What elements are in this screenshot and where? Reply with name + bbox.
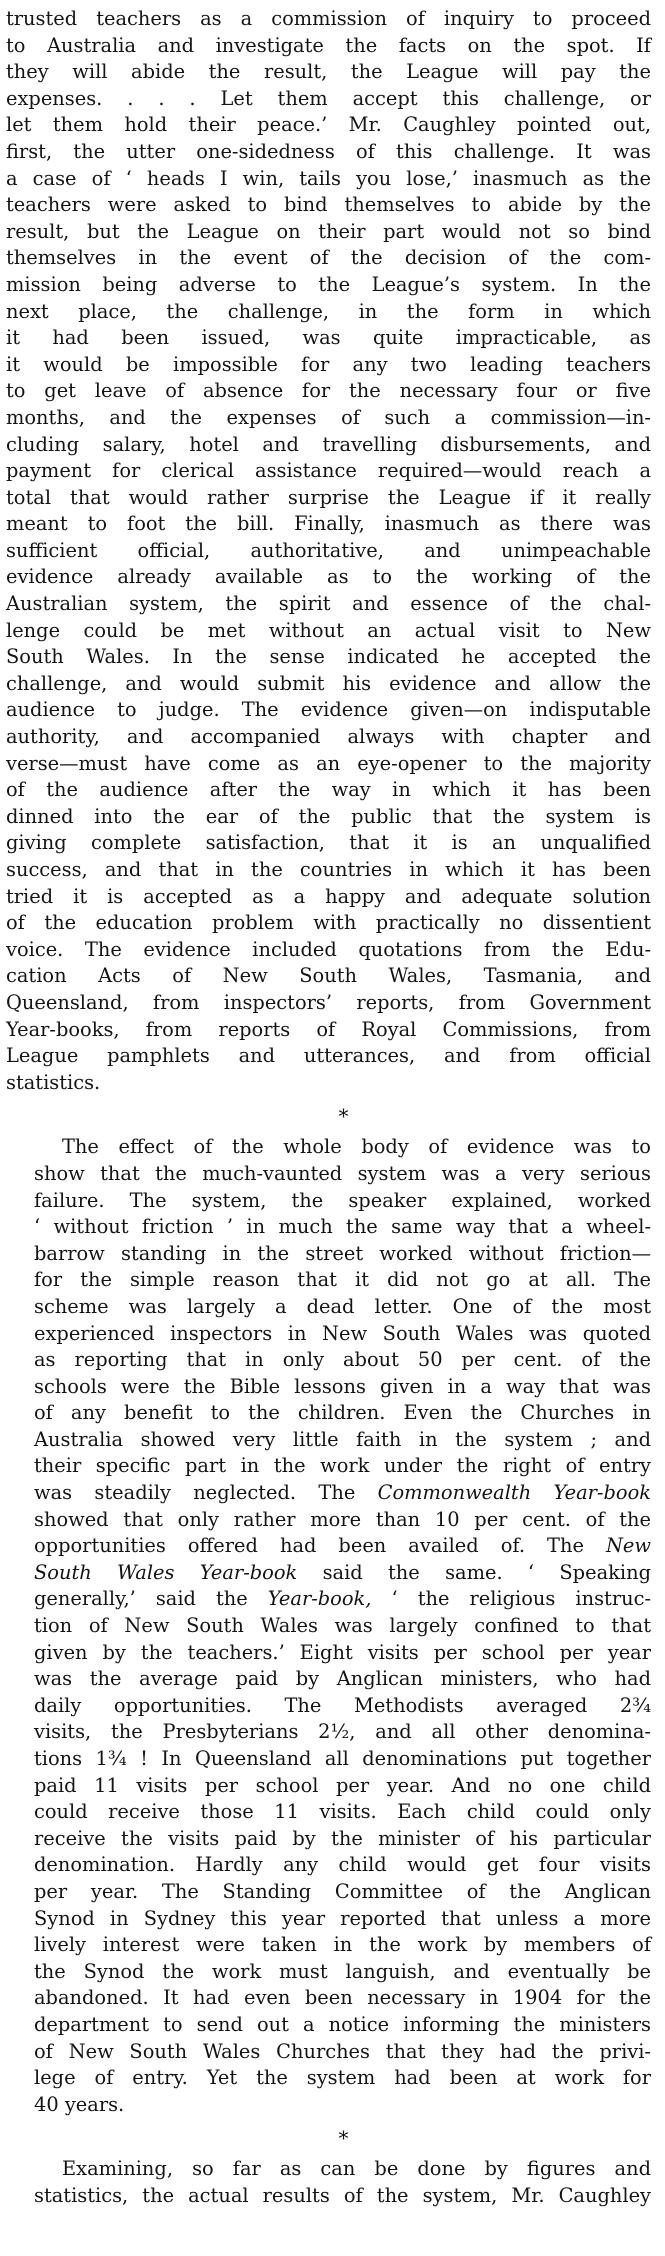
text-line: given by the teachers.’ Eight visits per school per year <box>34 1640 651 1664</box>
text-line: the Synod the work must languish, and eventually be <box>34 1959 651 1983</box>
text-line: meant to foot the bill. Finally, inasmuch as there was <box>6 512 651 536</box>
section-separator <box>6 1104 651 1128</box>
text-line: show that the much-vaunted system was a very serious <box>34 1161 651 1185</box>
text-line: let them hold their peace.’ Mr. Caughley pointed out, <box>6 113 651 137</box>
section-separator <box>6 2126 651 2150</box>
text-line: statistics. <box>6 1070 101 1094</box>
text-line: was the average paid by Anglican ministers, who had <box>34 1667 651 1691</box>
text-line: success, and that in the countries in which it has been <box>6 858 651 881</box>
text-line: Year-books, from reports of Royal Commissions, from <box>6 1017 651 1041</box>
text-line: trusted teachers as a commission of inquiry to proceed <box>6 7 651 30</box>
text-line: denomination. Hardly any child would get four visits <box>34 1853 651 1877</box>
text-line: to Australia and investigate the facts on the spot. If <box>6 33 651 57</box>
text-line: sufficient official, authoritative, and unimpeachable <box>6 538 651 562</box>
text-line: to get leave of absence for the necessary four or five <box>6 379 651 403</box>
paragraph-examining <box>6 2156 651 2209</box>
text-line: for the simple reason that it did not go at all. The <box>34 1268 651 1292</box>
text-line: of any benefit to the children. Even the Churches in <box>34 1401 651 1425</box>
text-line: it had been issued, was quite impracticable, as <box>6 326 651 350</box>
text-line: ‘ without friction ’ in much the same way that a wheel- <box>34 1215 651 1239</box>
text-line: months, and the expenses of such a commission—in- <box>6 405 651 429</box>
text-line: failure. The system, the speaker explained, worked <box>34 1188 651 1212</box>
text-line: abandoned. It had even been necessary in 1904 for the <box>34 1986 651 2010</box>
text-line: teachers were asked to bind themselves to abide by the <box>6 193 651 217</box>
text-line: paid 11 visits per school per year. And no one child <box>34 1773 651 1797</box>
text-line: receive the visits paid by the minister of his particular <box>34 1826 651 1850</box>
text-line: showed that only rather more than 10 per cent. of the <box>34 1507 651 1531</box>
text-line: dinned into the ear of the public that the system is <box>6 804 651 828</box>
text-line: Synod in Sydney this year reported that unless a more <box>34 1906 651 1930</box>
text-line: tried it is accepted as a happy and adequate solution <box>6 884 651 908</box>
text-line: Queensland, from inspectors’ reports, from Government <box>6 990 651 1014</box>
text-line: 40 years. <box>34 2092 125 2116</box>
text-line: of the audience after the way in which it has been <box>6 778 651 802</box>
text-line: audience to judge. The evidence given—on indisputable <box>6 698 651 722</box>
text-line: cation Acts of New South Wales, Tasmania, and <box>6 964 651 988</box>
text-line: total that would rather surprise the League if it really <box>6 485 651 509</box>
text-line: generally,’ said the Year-book, ‘ the religious instruc- <box>34 1587 651 1611</box>
text-line: South Wales Year-book said the same. ‘ Speaking <box>34 1560 651 1584</box>
text-line: tion of New South Wales was largely confined to that <box>34 1614 651 1638</box>
text-line: South Wales. In the sense indicated he accepted the <box>6 645 651 669</box>
text-line: experienced inspectors in New South Wales was quoted <box>34 1321 651 1345</box>
text-line: it would be impossible for any two leading teachers <box>6 352 651 376</box>
text-line: expenses. . . . Let them accept this challenge, or <box>6 86 651 110</box>
text-line: authority, and accompanied always with chapter and <box>6 725 651 749</box>
text-line: League pamphlets and utterances, and from official <box>6 1044 651 1068</box>
text-line: of the education problem with practically no dissentient <box>6 911 651 935</box>
text-line: per year. The Standing Committee of the Anglican <box>34 1879 651 1903</box>
text-line: themselves in the event of the decision of the com- <box>6 246 651 270</box>
text-line: evidence already available as to the working of the <box>6 565 651 589</box>
text-line: as reporting that in only about 50 per cent. of the <box>34 1348 651 1372</box>
text-line: their specific part in the work under the right of entry <box>34 1454 651 1478</box>
paragraph-evidence <box>6 1134 651 2118</box>
text-line: verse—must have come as an eye-opener to the majority <box>6 751 651 775</box>
asterisk-separator-1: * <box>338 1104 349 1129</box>
text-line: visits, the Presbyterians 2½, and all other denomina- <box>34 1720 651 1744</box>
text-line: Australia showed very little faith in the system ; and <box>34 1427 651 1451</box>
text-line: daily opportunities. The Methodists averaged 2¾ <box>34 1693 651 1717</box>
text-line: Australian system, the spirit and essence of the chal- <box>6 592 651 616</box>
text-line: voice. The evidence included quotations from the Edu- <box>6 937 651 961</box>
text-line: next place, the challenge, in the form in which <box>6 299 651 323</box>
text-line: Examining, so far as can be done by figures and <box>62 2157 651 2181</box>
text-line: lege of entry. Yet the system had been at work for <box>34 2066 651 2090</box>
text-line: first, the utter one-sidedness of this challenge. It was <box>6 139 651 163</box>
text-line: scheme was largely a dead letter. One of the most <box>34 1294 651 1318</box>
text-line: result, but the League on their part would not so bind <box>6 219 651 243</box>
text-line: cluding salary, hotel and travelling disbursements, and <box>6 432 651 456</box>
text-line: of New South Wales Churches that they had the privi- <box>34 2039 651 2063</box>
text-line: statistics, the actual results of the system, Mr. Caughley <box>34 2183 651 2207</box>
text-line: The effect of the whole body of evidence was to <box>62 1135 651 1159</box>
text-line: was steadily neglected. The Commonwealth Year-book <box>34 1481 651 1505</box>
text-line: schools were the Bible lessons given in a way that was <box>34 1374 651 1398</box>
text-line: mission being adverse to the League’s system. In the <box>6 272 651 296</box>
text-line: they will abide the result, the League will pay the <box>6 60 651 84</box>
asterisk-separator-2: * <box>338 2126 349 2151</box>
text-line: could receive those 11 visits. Each child could only <box>34 1800 651 1824</box>
text-line: a case of ‘ heads I win, tails you lose,’ inasmuch as the <box>6 166 651 190</box>
text-line: giving complete satisfaction, that it is an unqualified <box>6 831 651 855</box>
text-line: lively interest were taken in the work by members of <box>34 1933 651 1957</box>
text-line: opportunities offered had been availed of. The New <box>34 1534 651 1558</box>
text-line: barrow standing in the street worked without friction— <box>34 1241 651 1265</box>
text-line: tions 1¾ ! In Queensland all denominations put together <box>34 1747 651 1770</box>
text-line: lenge could be met without an actual visit to New <box>6 618 651 642</box>
text-line: department to send out a notice informing the ministers <box>34 2012 651 2036</box>
text-line: payment for clerical assistance required—would reach a <box>6 459 651 483</box>
text-line: challenge, and would submit his evidence and allow the <box>6 671 651 695</box>
paragraph-challenge <box>6 6 651 1096</box>
